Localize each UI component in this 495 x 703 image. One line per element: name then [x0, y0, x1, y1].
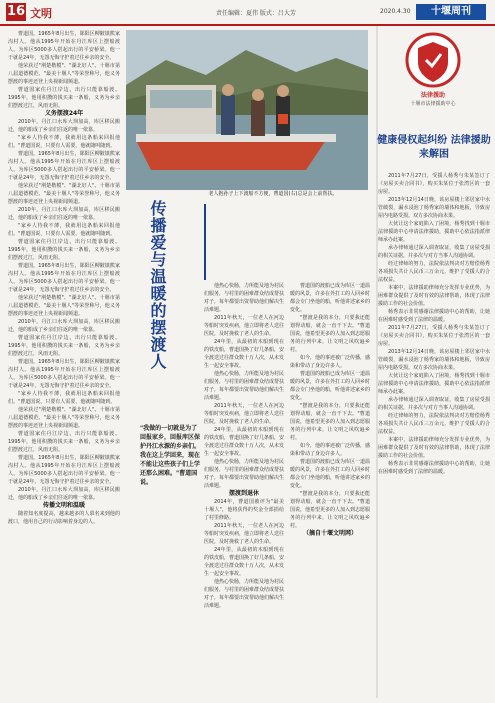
- subheading: 义务摆渡24年: [44, 110, 84, 117]
- paragraph: 本案中，法律援助律师充分发挥专业优势，为困难群众提供了及时有效的法律帮助，体现了法律援助工作的社会价值。: [378, 437, 490, 459]
- paragraph: "家乡人待我不薄，我就用这条船来回报他们。"曹道国说，只要有人需要，他就随叫随到。: [8, 135, 120, 149]
- paragraph: 24年里，从最初的木船到现在的铁皮船，曹道国换了好几条船，安全渡送过往群众数十万人次，从未发生一起安全事故。: [204, 547, 284, 577]
- paragraph: 承办律师通过深入调查取证，收集了房屋受损的相关证据，并多次与对方当事人沟通协调。: [378, 397, 490, 411]
- paragraph: 承办律师通过深入调查取证，收集了房屋受损的相关证据，并多次与对方当事人沟通协调。: [378, 245, 490, 259]
- paragraph: 曹道国，1965年8月出生，郧阳区柳陂镇熊家沟村人。他从1995年开始在丹江库区上摆船渡人，为库区5000多人搭起出行的平安桥梁。他一干就是24年，无怨无悔守护着过往乡亲的安全。: [8, 455, 120, 485]
- paragraph: 他荣获过"荆楚楷模"、"湖北好人"、十堰市第八届道德模范、"最美十堰人"等荣誉称号，他义务摆渡的事迹还登上央视新闻频道。: [8, 407, 120, 429]
- paragraph: 如今，他的事迹被广泛传播，感染和带动了身边许多人。: [290, 443, 370, 457]
- paragraph: 他热心快肠，力所能及地为村民们服务，与村里的困难群众结成帮扶对子，每年都要出资帮助他们解决生活难题。: [204, 459, 284, 489]
- paragraph: 曹道国，1965年8月出生，郧阳区柳陂镇熊家沟村人。他从1995年开始在丹江库区上摆船渡人，为库区5000多人搭起出行的平安桥梁。他一干就是24年，无怨无悔守护着过往乡亲的安全。: [8, 151, 120, 181]
- subheading: 传播文明和温暖: [42, 502, 85, 509]
- paragraph: 曹道国家住丹江岸边，出行只能靠船渡。1995年，他用积攒的钱买来一条船，义务为乡亲们摆渡过江，风雨无阻。: [8, 239, 120, 261]
- paragraph: 他荣获过"荆楚楷模"、"湖北好人"、十堰市第八届道德模范、"最美十堰人"等荣誉称号，他义务摆渡的事迹还登上央视新闻频道。: [8, 183, 120, 205]
- pull-quote: "我做的一切就是为了回报家乡，回报库区保护丹江水源的乡亲们。我在这上学回来，现在不能让这些孩子们上学还那么困难。"曹道国说。: [140, 425, 201, 486]
- paragraph: 本案中，法律援助律师充分发挥专业优势，为困难群众提供了及时有效的法律帮助，体现了法律援助工作的社会价值。: [378, 285, 490, 307]
- paragraph: "摆渡是我的本分，只要我还能划得动船，就会一直干下去。"曹道国说，他希望更多的人加入到志愿服务的行列中来，让文明之风吹遍乡村。: [290, 491, 370, 529]
- paragraph: 他热心快肠，力所能及地为村民们服务，与村里的困难群众结成帮扶对子，每年都要出资帮助他们解决生活难题。: [204, 283, 284, 313]
- paragraph: 曹道国家住丹江岸边，出行只能靠船渡。1995年，他用积攒的钱买来一条船，义务为乡亲们摆渡过江，风雨无阻。: [8, 335, 120, 357]
- article-column-3: [290, 282, 370, 698]
- paragraph: "家乡人待我不薄，我就用这条船来回报他们。"曹道国说，只要有人需要，他就随叫随到。: [8, 223, 120, 237]
- paragraph: 2014年，曹道国被评为"最美十堰人"，他将获得的奖金全部捐给了村里修路。: [204, 499, 284, 521]
- paragraph: 经过律师的努力，法院依法判决对方赔偿杨秀各项损失共计人民币三万余元，维护了受援人的合法权益。: [378, 413, 490, 435]
- paragraph: 他热心快肠，力所能及地为村民们服务，与村里的困难群众结成帮扶对子，每年都要出资帮助他们解决生活难题。: [204, 579, 284, 609]
- paragraph: 2013年12月14日晚，该房屋楼上邻居家中水管破裂，漏水浸泡了杨秀家的墙体和地板，导致房屋内电路受损。双方多次协商未果。: [378, 349, 490, 371]
- paragraph: 他荣获过"荆楚楷模"、"湖北好人"、十堰市第八届道德模范、"最美十堰人"等荣誉称号，他义务摆渡的事迹还登上央视新闻频道。: [8, 63, 120, 85]
- paragraph: 24年里，从最初的木船到现在的铁皮船，曹道国换了好几条船，安全渡送过往群众数十万人次，从未发生一起安全事故。: [204, 427, 284, 457]
- paragraph: 曹道国，1965年8月出生，郧阳区柳陂镇熊家沟村人。他从1995年开始在丹江库区上摆船渡人，为库区5000多人搭起出行的平安桥梁。他一干就是24年，无怨无悔守护着过往乡亲的安全。: [8, 359, 120, 389]
- paragraph: 经过律师的努力，法院依法判决对方赔偿杨秀各项损失共计人民币三万余元，维护了受援人的合法权益。: [378, 261, 490, 283]
- paragraph: 曹道国的渡船已成为库区一道温暖的风景，许多在外打工的人回乡时都会专门坐他的船，听他讲述家乡的变化。: [290, 459, 370, 489]
- article-column-1: [8, 30, 120, 698]
- paragraph: 2011年7月27日，受援人杨秀与朱某签订了《房屋买卖合同书》，购买朱某位于张湾区的一套房屋。: [378, 173, 490, 195]
- paragraph: 曹道国家住丹江岸边，出行只能靠船渡。1995年，他用积攒的钱买来一条船，义务为乡亲们摆渡过江，风雨无阻。: [8, 431, 120, 453]
- paragraph: 2010年，丹江口水库大坝加高，库区移民搬迁，他的船成了乡亲们往返的唯一依靠。: [8, 119, 120, 133]
- paragraph: 2010年，丹江口水库大坝加高，库区移民搬迁，他的船成了乡亲们往返的唯一依靠。: [8, 319, 120, 333]
- paragraph: 24年里，从最初的木船到现在的铁皮船，曹道国换了好几条船，安全渡送过往群众数十万人次，从未发生一起安全事故。: [204, 339, 284, 369]
- logo-text: 法律援助: [420, 92, 445, 99]
- paragraph: 随着知名度提高，越来越多的人慕名来到他的渡口，他用自己的行动影响着身边的人。: [8, 511, 120, 525]
- paragraph: 曹道国家住丹江岸边，出行只能靠船渡。1995年，他用积攒的钱买来一条船，义务为乡亲们摆渡过江，风雨无阻。: [8, 87, 120, 109]
- logo-subtext: 十堰市法律援助中心: [410, 101, 456, 107]
- paragraph: 杨秀表示非常感谢法律援助中心的帮助，让她在困难时感受到了法律的温暖。: [378, 461, 490, 475]
- paragraph: "摆渡是我的本分，只要我还能划得动船，就会一直干下去。"曹道国说，他希望更多的人加入到志愿服务的行列中来，让文明之风吹遍乡村。: [290, 315, 370, 353]
- paragraph: 2013年12月14日晚，该房屋楼上邻居家中水管破裂，漏水浸泡了杨秀家的墙体和地板，导致房屋内电路受损。双方多次协商未果。: [378, 197, 490, 219]
- paragraph: 大伙让这个家庭陷入了困境，杨秀找到十堰市法律援助中心申请法律援助，援助中心依法指派律师承办此案。: [378, 373, 490, 395]
- right-article-body: [378, 172, 490, 698]
- paragraph: 如今，他的事迹被广泛传播，感染和带动了身边许多人。: [290, 355, 370, 369]
- paragraph: "家乡人待我不薄，我就用这条船来回报他们。"曹道国说，只要有人需要，他就随叫随到。: [8, 391, 120, 405]
- paragraph: 他荣获过"荆楚楷模"、"湖北好人"、十堰市第八届道德模范、"最美十堰人"等荣誉称号，他义务摆渡的事迹还登上央视新闻频道。: [8, 295, 120, 317]
- paragraph: "摆渡是我的本分，只要我还能划得动船，就会一直干下去。"曹道国说，他希望更多的人加入到志愿服务的行列中来，让文明之风吹遍乡村。: [290, 403, 370, 441]
- editor-credits: 责任编辑：夏伟 版式：吕大芳: [216, 10, 296, 17]
- page-number: 16: [6, 4, 26, 19]
- paragraph: 曹道国的渡船已成为库区一道温暖的风景，许多在外打工的人回乡时都会专门坐他的船，听他讲述家乡的变化。: [290, 283, 370, 313]
- paragraph: 2011年秋天，一位老人在河边等船时突发疾病，他立即将老人送往医院，及时挽救了老人的生命。: [204, 403, 284, 425]
- paragraph: 曹道国，1965年8月出生，郧阳区柳陂镇熊家沟村人。他从1995年开始在丹江库区上摆船渡人，为库区5000多人搭起出行的平安桥梁。他一干就是24年，无怨无悔守护着过往乡亲的安全。: [8, 31, 120, 61]
- paragraph: 2011年7月27日，受援人杨秀与朱某签订了《房屋买卖合同书》，购买朱某位于张湾区的一套房屋。: [378, 325, 490, 347]
- ferry-photo-illustration: [126, 30, 368, 190]
- section-name: 文明: [30, 7, 52, 20]
- paragraph: 曹道国的渡船已成为库区一道温暖的风景，许多在外打工的人回乡时都会专门坐他的船，听他讲述家乡的变化。: [290, 371, 370, 401]
- publication-brand: 十堰周刊: [416, 4, 486, 20]
- page-header: [0, 0, 495, 26]
- paragraph: 2010年，丹江口水库大坝加高，库区移民搬迁，他的船成了乡亲们往返的唯一依靠。: [8, 207, 120, 221]
- article-column-2: [204, 282, 284, 698]
- article-source: （摘自十堰文明网）: [302, 530, 357, 537]
- divider-line: [204, 204, 206, 280]
- subheading: 摆渡到退休: [228, 490, 259, 497]
- issue-date: 2020.4.30: [380, 8, 411, 15]
- paragraph: 曹道国，1965年8月出生，郧阳区柳陂镇熊家沟村人。他从1995年开始在丹江库区上摆船渡人，为库区5000多人搭起出行的平安桥梁。他一干就是24年，无怨无悔守护着过往乡亲的安全。: [8, 263, 120, 293]
- photo-caption: 老人抱孙子上下渡船不方便，曹道国(右)总是会上前帮扶。: [208, 191, 338, 197]
- paragraph: 杨秀表示非常感谢法律援助中心的帮助，让她在困难时感受到了法律的温暖。: [378, 309, 490, 323]
- article-photo: [126, 30, 368, 190]
- paragraph: 他热心快肠，力所能及地为村民们服务，与村里的困难群众结成帮扶对子，每年都要出资帮助他们解决生活难题。: [204, 371, 284, 401]
- paragraph: 2011年秋天，一位老人在河边等船时突发疾病，他立即将老人送往医院，及时挽救了老人的生命。: [204, 523, 284, 545]
- legal-aid-logo: [380, 30, 486, 124]
- paragraph: 2010年，丹江口水库大坝加高，库区移民搬迁，他的船成了乡亲们往返的唯一依靠。: [8, 487, 120, 501]
- right-article-title: 健康侵权起纠纷 法律援助来解困: [377, 135, 491, 160]
- paragraph: 2011年秋天，一位老人在河边等船时突发疾病，他立即将老人送往医院，及时挽救了老人的生命。: [204, 315, 284, 337]
- article-title: 传播爱与温暖的摆渡人: [148, 200, 167, 370]
- paragraph: 大伙让这个家庭陷入了困境，杨秀找到十堰市法律援助中心申请法律援助，援助中心依法指派律师承办此案。: [378, 221, 490, 243]
